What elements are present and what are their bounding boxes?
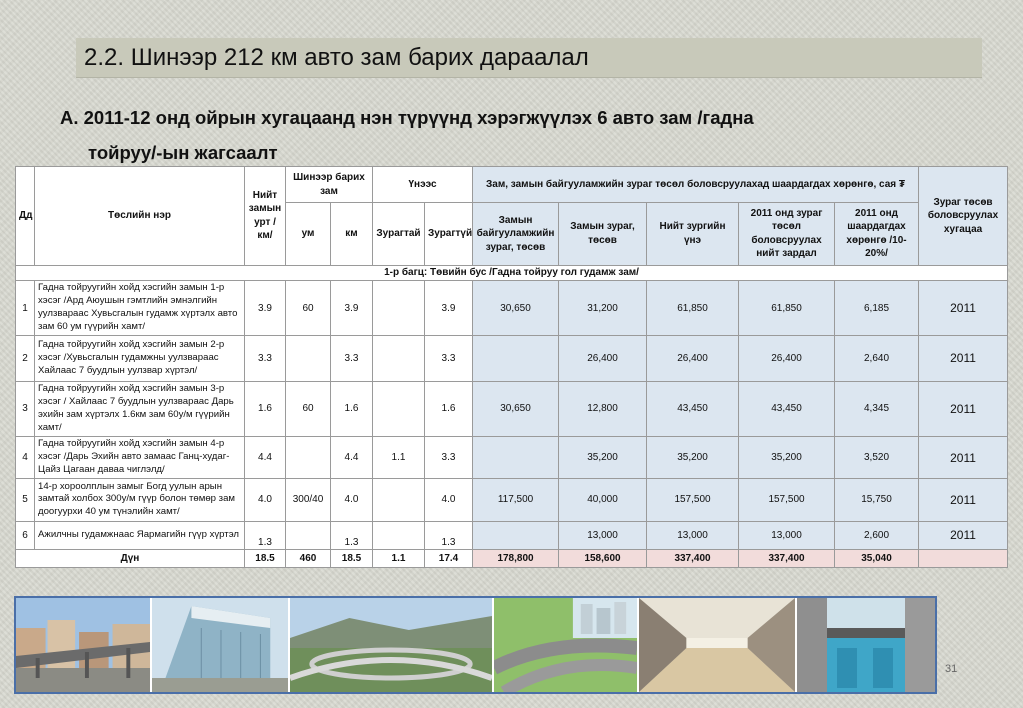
row-drawn [373,381,425,436]
row-km: 3.3 [331,336,373,381]
total-deadline [919,549,1008,567]
row-cost-design: 30,650 [473,280,559,335]
total-cost-2011-need: 35,040 [835,549,919,567]
table-row [16,436,1008,478]
row-cost-2011: 35,200 [739,436,835,478]
table-row [16,521,1008,549]
header-price: Үнээс [373,167,473,203]
row-cost-design [473,336,559,381]
row-cost-total: 13,000 [647,521,739,549]
photo-building [152,598,290,692]
row-cost-road: 31,200 [559,280,647,335]
row-cost-2011-need: 3,520 [835,436,919,478]
row-cost-2011: 157,500 [739,479,835,521]
header-cost: Зам, замын байгууламжийн зураг төсөл боловсруулахад шаардагдах хөрөнгө, сая ₮ [473,167,919,203]
road-projects-table [15,166,1008,568]
subtitle-line-2: тойруу/-ын жагсаалт [88,142,278,163]
row-project-name: 14-р хороолплын замыг Богд уулын арын замтай холбох 300у/м гүүр болон төмөр зам доогуурхи 40 ум түнэлийн хамт/ [35,479,245,521]
row-cost-design [473,521,559,549]
table-row [16,381,1008,436]
header-deadline: Зураг төсөв боловсруулах хугацаа [919,167,1008,266]
row-cost-2011-need: 6,185 [835,280,919,335]
row-cost-road: 35,200 [559,436,647,478]
header-name: Төслийн нэр [35,167,245,266]
row-um [286,436,331,478]
row-length: 4.4 [245,436,286,478]
row-cost-road: 12,800 [559,381,647,436]
row-undrawn: 3.3 [425,436,473,478]
row-km: 4.4 [331,436,373,478]
table-row [16,479,1008,521]
row-km: 1.3 [331,521,373,549]
row-num: 6 [16,521,35,549]
row-num: 3 [16,381,35,436]
total-undrawn: 17.4 [425,549,473,567]
row-cost-2011-need: 2,600 [835,521,919,549]
photo-overpass [16,598,152,692]
header-length: Нийт замын урт /км/ [245,167,286,266]
photo-strip [14,596,937,694]
row-cost-2011: 13,000 [739,521,835,549]
table-row [16,336,1008,381]
header-undrawn: Зурагтүй [425,203,473,265]
total-length: 18.5 [245,549,286,567]
photo-interchange [290,598,494,692]
row-cost-design: 117,500 [473,479,559,521]
row-cost-2011: 26,400 [739,336,835,381]
row-length: 3.3 [245,336,286,381]
row-um: 300/40 [286,479,331,521]
row-undrawn: 3.3 [425,336,473,381]
header-cost-2011: 2011 онд зураг төсөл боловсруулах нийт зардал [739,203,835,265]
row-undrawn: 4.0 [425,479,473,521]
total-km: 18.5 [331,549,373,567]
row-cost-total: 157,500 [647,479,739,521]
header-km: км [331,203,373,265]
total-cost-total: 337,400 [647,549,739,567]
row-cost-2011-need: 15,750 [835,479,919,521]
photo-highway-render [494,598,639,692]
row-um [286,521,331,549]
row-project-name: Гадна тойруугийн хойд хэсгийн замын 1-р хэсэг /Ард Аюушын гэмтлийн эмнэлгийн уулзвараас Хувьсгалын гудамж хүртэлх авто зам 60 ум гүүрийн хамт/ [35,280,245,335]
row-length: 4.0 [245,479,286,521]
row-project-name: Гадна тойруугийн хойд хэсгийн замын 3-р хэсэг / Хайлаас 7 буудлын уулзвараас Дарь эхийн зам хүртэлх 1.6км зам 60у/м гүүрийн хамт/ [35,381,245,436]
row-cost-total: 26,400 [647,336,739,381]
row-num: 2 [16,336,35,381]
header-cost-design: Замын байгууламжийн зураг, төсөв [473,203,559,265]
row-project-name: Гадна тойруугийн хойд хэсгийн замын 4-р хэсэг /Дарь Эхийн авто замаас Ганц-худаг-Цайз Цагаан даваа чиглэлд/ [35,436,245,478]
row-project-name: Ажилчны гудамжнаас Яармагийн гүүр хүртэл [35,521,245,549]
total-drawn: 1.1 [373,549,425,567]
row-cost-2011: 43,450 [739,381,835,436]
row-deadline: 2011 [919,521,1008,549]
table-row [16,280,1008,335]
row-km: 3.9 [331,280,373,335]
row-um: 60 [286,381,331,436]
row-drawn [373,280,425,335]
row-length: 1.3 [245,521,286,549]
row-num: 1 [16,280,35,335]
row-undrawn: 3.9 [425,280,473,335]
row-length: 3.9 [245,280,286,335]
row-deadline: 2011 [919,436,1008,478]
row-cost-total: 61,850 [647,280,739,335]
row-deadline: 2011 [919,479,1008,521]
row-num: 5 [16,479,35,521]
row-cost-road: 26,400 [559,336,647,381]
header-cost-road: Замын зураг, төсөв [559,203,647,265]
total-cost-road: 158,600 [559,549,647,567]
header-cost-total: Нийт зургийн үнэ [647,203,739,265]
row-project-name: Гадна тойруугийн хойд хэсгийн замын 2-р хэсэг /Хувьсгалын гудамжны уулзвараас Хайлаас 7 буудлын уулзвар хүртэл/ [35,336,245,381]
row-num: 4 [16,436,35,478]
row-um [286,336,331,381]
slide-subtitle [60,100,920,170]
total-cost-design: 178,800 [473,549,559,567]
header-um: ум [286,203,331,265]
page-number: 31 [945,663,958,675]
row-cost-design [473,436,559,478]
row-cost-design: 30,650 [473,381,559,436]
row-cost-2011: 61,850 [739,280,835,335]
total-um: 460 [286,549,331,567]
row-cost-2011-need: 2,640 [835,336,919,381]
row-drawn [373,336,425,381]
row-drawn [373,521,425,549]
photo-river-bridge [797,598,935,692]
total-row [16,549,1008,567]
row-cost-road: 13,000 [559,521,647,549]
total-label: Дүн [16,549,245,567]
group-row: 1-р багц: Төвийн бус /Гадна тойруу гол гудамж зам/ [16,265,1008,280]
row-undrawn: 1.6 [425,381,473,436]
row-cost-2011-need: 4,345 [835,381,919,436]
row-drawn: 1.1 [373,436,425,478]
row-deadline: 2011 [919,336,1008,381]
subtitle-line-1: А. 2011-12 онд ойрын хугацаанд нэн түрүүнд хэрэгжүүлэх 6 авто зам /гадна [60,107,754,128]
total-cost-2011: 337,400 [739,549,835,567]
row-cost-road: 40,000 [559,479,647,521]
slide-title: 2.2. Шинээр 212 км авто зам барих дараалал [76,38,982,78]
row-km: 1.6 [331,381,373,436]
row-km: 4.0 [331,479,373,521]
row-drawn [373,479,425,521]
row-deadline: 2011 [919,280,1008,335]
header-new-road: Шинээр барих зам [286,167,373,203]
header-drawn: Зурагтай [373,203,425,265]
row-cost-total: 35,200 [647,436,739,478]
row-deadline: 2011 [919,381,1008,436]
header-num: Дд [16,167,35,266]
row-um: 60 [286,280,331,335]
row-cost-total: 43,450 [647,381,739,436]
row-length: 1.6 [245,381,286,436]
row-undrawn: 1.3 [425,521,473,549]
header-cost-2011-need: 2011 онд шаардагдах хөрөнгө /10-20%/ [835,203,919,265]
photo-tunnel [639,598,797,692]
